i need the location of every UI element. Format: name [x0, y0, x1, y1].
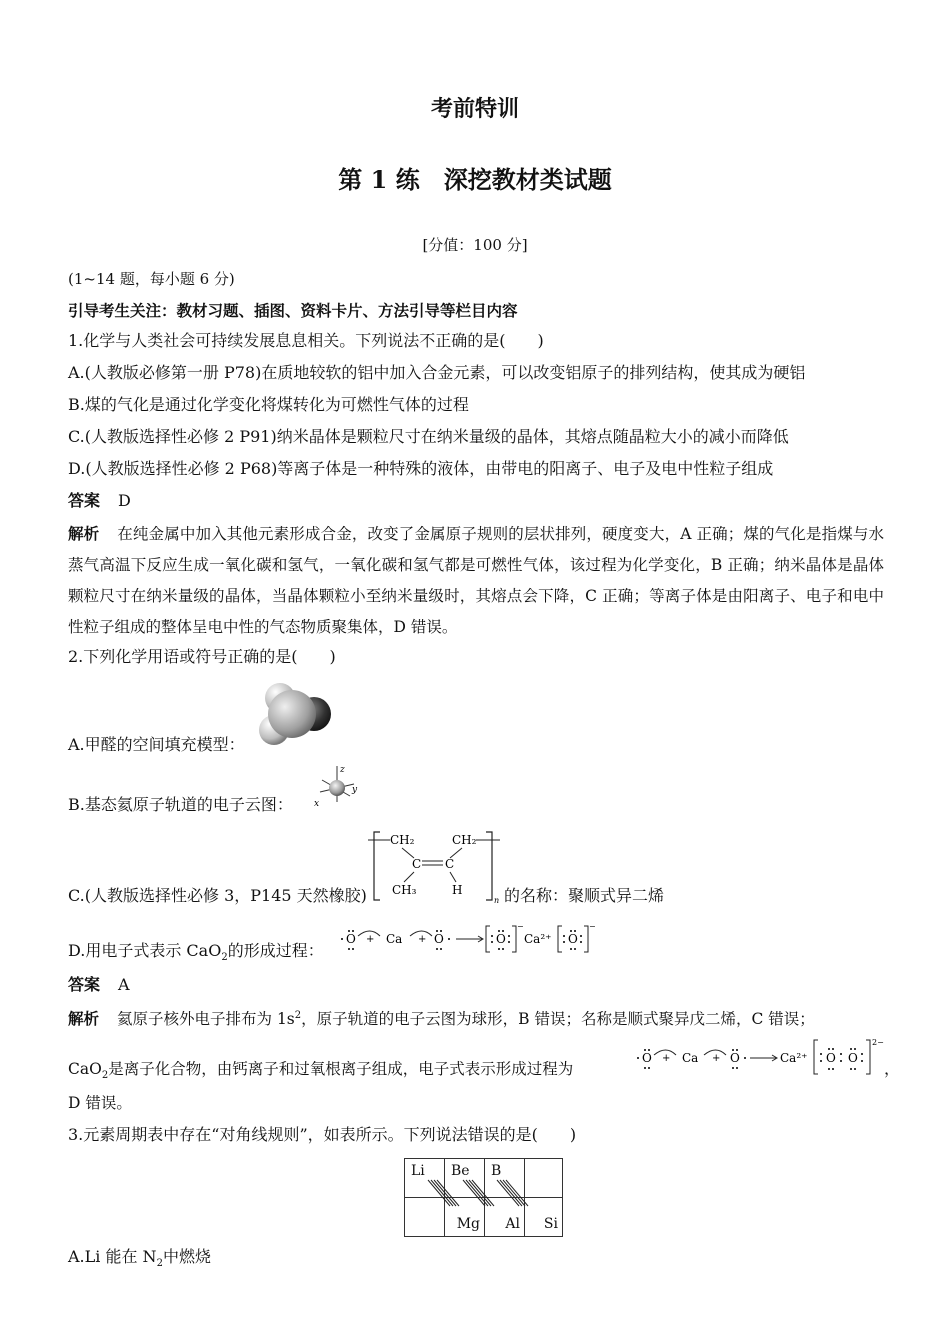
- cell-al: Al: [485, 1198, 525, 1237]
- charge-1: −: [517, 922, 524, 931]
- cell-empty-bottom: [405, 1198, 445, 1237]
- q2-analysis-line1: [68, 1005, 815, 1030]
- page-subtitle: 第 1 练 深挖教材类试题: [338, 165, 612, 194]
- q1-answer: [68, 490, 131, 512]
- q2-option-d-prefix: D.用电子式表示 CaO: [68, 941, 222, 960]
- cell-si: Si: [525, 1198, 563, 1237]
- o-ion-a: O: [826, 1051, 836, 1065]
- q2-answer: [68, 974, 130, 996]
- rubber-structure-formula: [368, 828, 502, 904]
- cell-mg: Mg: [445, 1198, 485, 1237]
- q2-option-d-sub: 2: [221, 952, 228, 964]
- svg-text:+: +: [712, 1053, 721, 1064]
- analysis-text: 在纯金属中加入其他元素形成合金，改变了金属原子规则的层状排列，硬度变大，A 正确；煤的气化是指煤与水蒸气高温下反应生成一氧化碳和氢气，一氧化碳和氢气都是可燃性气体，该过程为化学变化，B 正确；纳米晶体是晶体颗粒尺寸在纳米量级的晶体，当晶体颗粒小至纳米量级时，其熔点会下降，C 正确；等离子体是由阳离子、电子和电中性粒子组成的整体呈电中性的气态物质聚集体，D 错误。: [68, 525, 884, 636]
- q1-stem: 1.化学与人类社会可持续发展息息相关。下列说法不正确的是( ): [68, 331, 544, 350]
- q1-option-d: D.(人教版选择性必修 2 P68)等离子体是一种特殊的液体，由带电的阳离子、电子及电中性粒子组成: [68, 459, 774, 478]
- ca-ion-b: Ca²⁺: [780, 1051, 808, 1065]
- q2-analysis-line3: D 错误。: [68, 1094, 132, 1112]
- o-atom-a: O: [642, 1051, 652, 1065]
- q1-option-c: C.(人教版选择性必修 2 P91)纳米晶体是颗粒尺寸在纳米量级的晶体，其熔点随晶粒大小的减小而降低: [68, 427, 789, 446]
- o-atom-c: O: [730, 1051, 740, 1065]
- analysis-text-2: ，原子轨道的电子云图为球形，B 错误；名称是顺式聚异戊二烯，C 错误；: [301, 1010, 815, 1029]
- q2-analysis-line2: [68, 1058, 573, 1087]
- ca-ion: Ca²⁺: [524, 932, 552, 946]
- ca-atom: Ca: [386, 932, 403, 946]
- cell-b: B: [485, 1159, 525, 1198]
- h-atom: H: [452, 883, 463, 897]
- answer-value: A: [118, 975, 130, 994]
- analysis-label: 解析: [68, 1009, 100, 1029]
- q2-option-c-suffix: 的名称：聚顺式异二烯: [504, 886, 665, 905]
- analysis-text-1: 氦原子核外电子排布为 1s: [117, 1010, 295, 1029]
- carbon-left: C: [412, 857, 422, 871]
- axis-y-label: y: [352, 785, 358, 795]
- page-title: 考前特训: [430, 96, 519, 122]
- o-atom-1: O: [346, 932, 356, 946]
- ch3-group: CH₃: [392, 883, 417, 897]
- diagonal-rule-table: [404, 1158, 563, 1237]
- q2-option-b: B.基态氦原子轨道的电子云图：: [68, 795, 293, 814]
- analysis-sup: 2: [294, 1010, 302, 1021]
- answer-label: 答案: [68, 491, 101, 510]
- q1-analysis: [68, 518, 884, 643]
- cao2-electron-formula-correct: [632, 1036, 884, 1078]
- q1-option-a: A.(人教版必修第一册 P78)在质地较软的铝中加入合金元素，可以改变铝原子的排列结构，使其成为硬铝: [68, 363, 806, 382]
- cao2-electron-formula-wrong: [336, 920, 604, 956]
- o-ion-1: O: [496, 932, 506, 946]
- q2-option-d-suffix: 的形成过程：: [227, 941, 324, 960]
- repeat-n: n: [494, 896, 500, 904]
- formaldehyde-model-image: [254, 678, 338, 752]
- svg-text:+: +: [418, 934, 427, 945]
- analysis-sub: 2: [101, 1070, 109, 1082]
- q2-option-c-prefix: C.(人教版选择性必修 3，P145 天然橡胶): [68, 886, 367, 905]
- q2-option-a: A.甲醛的空间填充模型：: [68, 735, 245, 754]
- carbon-right: C: [445, 857, 455, 871]
- q3-option-a-sub: 2: [156, 1258, 163, 1270]
- svg-text:+: +: [662, 1053, 671, 1064]
- charge-2: −: [589, 922, 596, 931]
- q3-option-a-prefix: A.Li 能在 N: [68, 1247, 157, 1266]
- analysis-text-4: 是离子化合物，由钙离子和过氧根离子组成，电子式表示形成过程为: [108, 1060, 574, 1078]
- answer-label: 答案: [68, 975, 101, 994]
- ca-atom-b: Ca: [682, 1051, 699, 1065]
- analysis-label: 解析: [68, 524, 100, 543]
- cell-empty-top: [525, 1159, 563, 1198]
- svg-text:+: +: [366, 934, 375, 945]
- axis-x-label: x: [314, 799, 320, 808]
- ch2-right: CH₂: [452, 833, 477, 847]
- score-info: [分值：100 分]: [422, 236, 528, 254]
- he-orbital-image: [310, 762, 360, 808]
- cell-li: Li: [405, 1159, 445, 1198]
- analysis-text-3: CaO: [68, 1060, 102, 1078]
- question-range: (1~14 题，每小题 6 分): [68, 270, 235, 288]
- axis-z-label: z: [340, 765, 345, 775]
- q1-option-b: B.煤的气化是通过化学变化将煤转化为可燃性气体的过程: [68, 395, 469, 414]
- cell-be: Be: [445, 1159, 485, 1198]
- answer-value: D: [118, 491, 131, 510]
- charge-2m: 2−: [872, 1038, 884, 1047]
- o-ion-b: O: [848, 1051, 858, 1065]
- q3-stem: 3.元素周期表中存在“对角线规则”，如表所示。下列说法错误的是( ): [68, 1125, 577, 1144]
- o-atom-2: O: [434, 932, 444, 946]
- analysis-comma: ，: [884, 1059, 901, 1078]
- q3-option-a-suffix: 中燃烧: [162, 1247, 211, 1266]
- q2-stem: 2.下列化学用语或符号正确的是( ): [68, 647, 336, 666]
- o-ion-2: O: [568, 932, 578, 946]
- ch2-left: CH₂: [390, 833, 415, 847]
- periodic-table-fragment: [404, 1158, 563, 1237]
- q2-option-d: [68, 940, 324, 969]
- guide-text: 引导考生关注：教材习题、插图、资料卡片、方法引导等栏目内容: [68, 301, 518, 320]
- q3-option-a: [68, 1246, 211, 1275]
